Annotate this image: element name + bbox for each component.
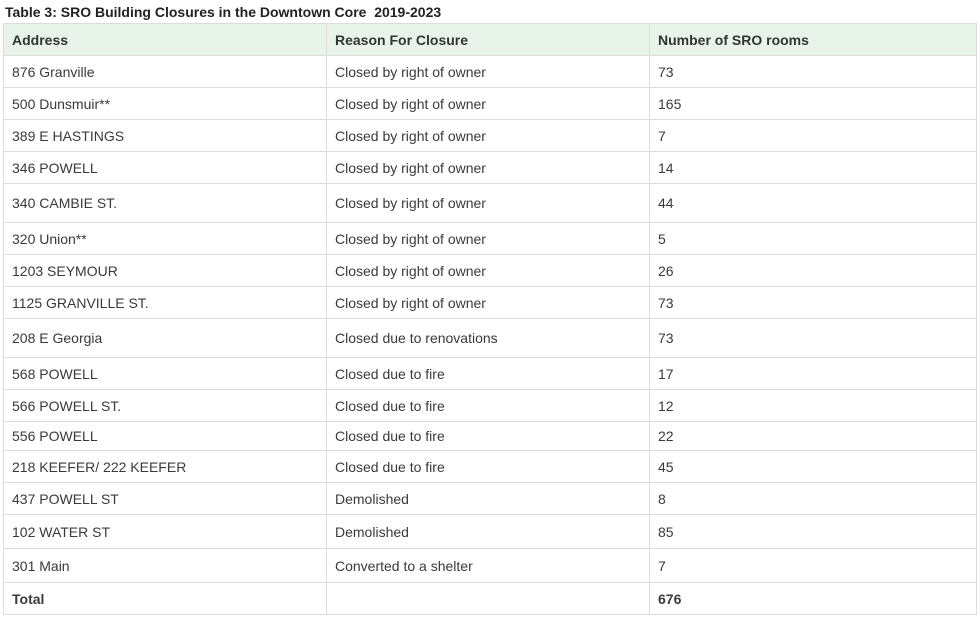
rooms-cell: 22 [650, 422, 977, 451]
table-row [4, 88, 977, 120]
table-row [4, 483, 977, 515]
table-row [4, 184, 977, 223]
rooms-cell: 45 [650, 451, 977, 483]
rooms-cell: 165 [650, 88, 977, 120]
sro-closures-table [3, 23, 977, 615]
address-cell: 500 Dunsmuir** [4, 88, 327, 120]
reason-cell: Converted to a shelter [327, 549, 650, 583]
reason-cell: Closed by right of owner [327, 88, 650, 120]
table-row [4, 549, 977, 583]
address-cell: 346 POWELL [4, 152, 327, 184]
column-header-reason: Reason For Closure [327, 24, 650, 56]
table-row [4, 120, 977, 152]
address-cell: 320 Union** [4, 223, 327, 255]
rooms-cell: 85 [650, 515, 977, 549]
address-cell: 218 KEEFER/ 222 KEEFER [4, 451, 327, 483]
reason-cell: Closed due to renovations [327, 319, 650, 358]
address-cell: 566 POWELL ST. [4, 390, 327, 422]
address-cell: 437 POWELL ST [4, 483, 327, 515]
reason-cell: Closed by right of owner [327, 152, 650, 184]
table-row [4, 319, 977, 358]
rooms-cell: 5 [650, 223, 977, 255]
rooms-cell: 12 [650, 390, 977, 422]
table-caption: Table 3: SRO Building Closures in the Downtown Core 2019-2023 [5, 4, 442, 20]
address-cell: 876 Granville [4, 56, 327, 88]
address-cell: 340 CAMBIE ST. [4, 184, 327, 223]
reason-cell: Closed by right of owner [327, 255, 650, 287]
reason-cell: Closed due to fire [327, 390, 650, 422]
table-row [4, 358, 977, 390]
table-row [4, 152, 977, 184]
address-cell: 1203 SEYMOUR [4, 255, 327, 287]
address-cell: 102 WATER ST [4, 515, 327, 549]
rooms-cell: 17 [650, 358, 977, 390]
reason-cell: Closed due to fire [327, 358, 650, 390]
reason-cell: Closed by right of owner [327, 287, 650, 319]
address-cell: 1125 GRANVILLE ST. [4, 287, 327, 319]
rooms-cell: 7 [650, 549, 977, 583]
reason-cell: Closed by right of owner [327, 56, 650, 88]
rooms-cell: 73 [650, 56, 977, 88]
table-row [4, 255, 977, 287]
table-row [4, 287, 977, 319]
reason-cell: Closed due to fire [327, 451, 650, 483]
table-row [4, 515, 977, 549]
reason-cell: Closed due to fire [327, 422, 650, 451]
address-cell: 389 E HASTINGS [4, 120, 327, 152]
column-header-address: Address [4, 24, 327, 56]
reason-cell: Closed by right of owner [327, 120, 650, 152]
total-row [4, 583, 977, 615]
column-header-rooms: Number of SRO rooms [650, 24, 977, 56]
rooms-cell: 7 [650, 120, 977, 152]
reason-cell: Closed by right of owner [327, 184, 650, 223]
total-rooms: 676 [650, 583, 977, 615]
reason-cell: Closed by right of owner [327, 223, 650, 255]
table-row [4, 56, 977, 88]
address-cell: 556 POWELL [4, 422, 327, 451]
address-cell: 208 E Georgia [4, 319, 327, 358]
rooms-cell: 73 [650, 287, 977, 319]
reason-cell: Demolished [327, 483, 650, 515]
rooms-cell: 14 [650, 152, 977, 184]
address-cell: 568 POWELL [4, 358, 327, 390]
reason-cell: Demolished [327, 515, 650, 549]
table-row [4, 422, 977, 451]
header-row [4, 24, 977, 56]
rooms-cell: 8 [650, 483, 977, 515]
rooms-cell: 26 [650, 255, 977, 287]
total-reason-cell [327, 583, 650, 615]
rooms-cell: 73 [650, 319, 977, 358]
rooms-cell: 44 [650, 184, 977, 223]
total-label: Total [4, 583, 327, 615]
table-row [4, 451, 977, 483]
table-row [4, 223, 977, 255]
address-cell: 301 Main [4, 549, 327, 583]
table-row [4, 390, 977, 422]
